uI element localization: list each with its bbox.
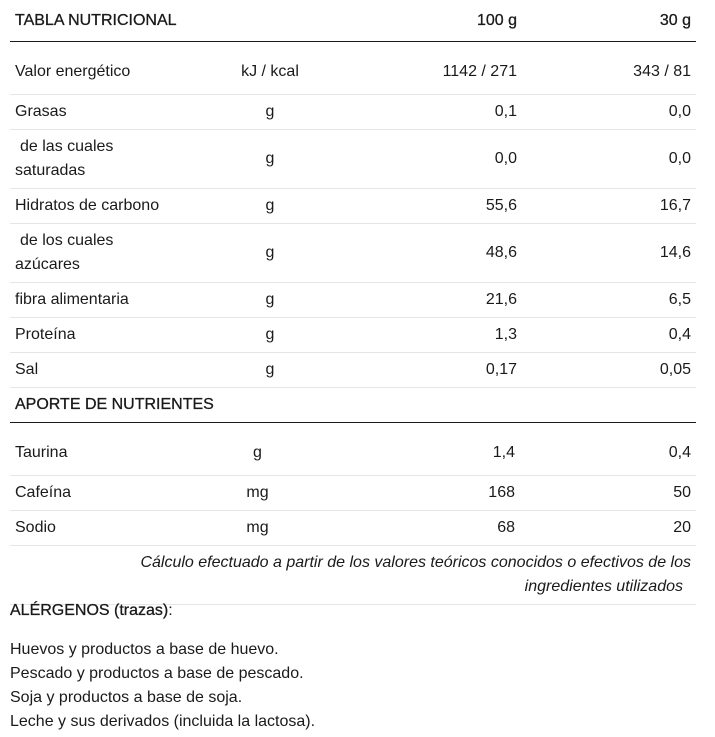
nutrition-header-row <box>10 0 696 42</box>
row-per100: 68 <box>330 511 522 546</box>
col-100g-header: 100 g <box>330 0 522 42</box>
row-unit: g <box>210 224 330 283</box>
nutrients-header-row <box>10 388 696 423</box>
list-item: Pescado y productos a base de pescado. <box>10 665 304 682</box>
row-per30: 20 <box>522 511 696 546</box>
row-per100: 168 <box>330 476 522 511</box>
row-per30: 0,0 <box>522 95 696 130</box>
row-unit: g <box>210 189 330 224</box>
row-unit: mg <box>210 511 330 546</box>
row-unit: g <box>210 423 330 476</box>
row-name: Hidratos de carbono <box>10 189 210 224</box>
row-per100: 1142 / 271 <box>330 42 522 95</box>
row-unit: g <box>210 130 330 189</box>
row-unit: g <box>210 353 330 388</box>
nutrients-title: APORTE DE NUTRIENTES <box>10 388 696 423</box>
row-per30: 16,7 <box>522 189 696 224</box>
nutrition-title: TABLA NUTRICIONAL <box>10 0 210 42</box>
row-per30: 343 / 81 <box>522 42 696 95</box>
row-unit: kJ / kcal <box>210 42 330 95</box>
row-per100: 55,6 <box>330 189 522 224</box>
row-per100: 0,1 <box>330 95 522 130</box>
table-row <box>10 130 696 189</box>
row-per30: 0,05 <box>522 353 696 388</box>
list-item: Huevos y productos a base de huevo. <box>10 641 279 658</box>
row-unit: g <box>210 95 330 130</box>
allergens-title: ALÉRGENOS (trazas) <box>10 602 169 619</box>
row-name: Grasas <box>10 95 210 130</box>
row-name-multiline <box>10 224 210 283</box>
col-30g-header: 30 g <box>522 0 696 42</box>
table-row <box>10 423 696 476</box>
list-item: Soja y productos a base de soja. <box>10 689 243 706</box>
row-name: fibra alimentaria <box>10 283 210 318</box>
table-row <box>10 95 696 130</box>
table-row <box>10 353 696 388</box>
table-row <box>10 189 696 224</box>
allergens-colon: : <box>168 602 173 619</box>
row-name: Valor energético <box>10 42 210 95</box>
row-name-multiline <box>10 130 210 189</box>
row-per100: 21,6 <box>330 283 522 318</box>
row-per30: 50 <box>522 476 696 511</box>
nutrition-table-container <box>10 0 696 605</box>
note-line1: Cálculo efectuado a partir de los valores teóricos conocidos o efectivos de los <box>140 554 691 571</box>
row-name: Sodio <box>10 511 210 546</box>
row-name-line2: saturadas <box>15 162 86 179</box>
table-row <box>10 318 696 353</box>
table-row <box>10 42 696 95</box>
row-per100: 1,3 <box>330 318 522 353</box>
row-unit: g <box>210 283 330 318</box>
row-name: Sal <box>10 353 210 388</box>
nutrition-table <box>10 0 696 605</box>
row-name-line2: azúcares <box>15 256 80 273</box>
row-per100: 48,6 <box>330 224 522 283</box>
row-unit: mg <box>210 476 330 511</box>
row-name: Cafeína <box>10 476 210 511</box>
table-row <box>10 283 696 318</box>
row-per100: 0,17 <box>330 353 522 388</box>
table-row <box>10 511 696 546</box>
list-item: Leche y sus derivados (incluida la lactosa). <box>10 713 316 730</box>
allergens-heading <box>10 601 173 621</box>
row-per100: 1,4 <box>330 423 522 476</box>
row-name-line1: de las cuales <box>20 138 114 155</box>
row-per30: 6,5 <box>522 283 696 318</box>
table-row <box>10 224 696 283</box>
note-line2: ingredientes utilizados <box>524 578 683 595</box>
allergens-list <box>10 638 315 734</box>
row-per100: 0,0 <box>330 130 522 189</box>
row-per30: 0,4 <box>522 318 696 353</box>
row-name: Proteína <box>10 318 210 353</box>
calculation-note <box>10 546 696 605</box>
row-per30: 0,0 <box>522 130 696 189</box>
row-per30: 0,4 <box>522 423 696 476</box>
row-name: Taurina <box>10 423 210 476</box>
table-row <box>10 476 696 511</box>
calculation-note-row <box>10 546 696 605</box>
row-unit: g <box>210 318 330 353</box>
row-name-line1: de los cuales <box>20 232 114 249</box>
row-per30: 14,6 <box>522 224 696 283</box>
